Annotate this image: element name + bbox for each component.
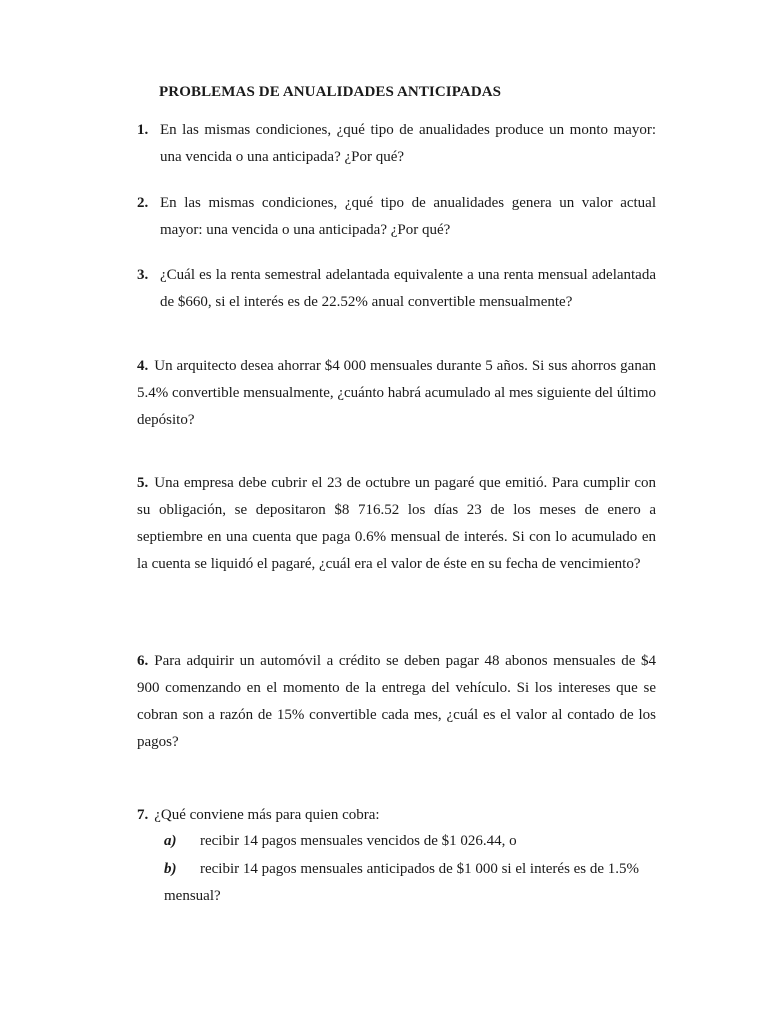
problem-text: Un arquitecto desea ahorrar $4 000 mensuales durante 5 años. Si sus ahorros ganan 5.4% convertible mensualmente, ¿cuánto habrá acumulado al mes siguiente del último depósito? [137, 358, 657, 428]
problem-5 [137, 470, 656, 578]
problem-text: Una empresa debe cubrir el 23 de octubre un pagaré que emitió. Para cumplir con su obligación, se depositaron $8 716.52 los días 23 de los meses de enero a septiembre en una cuenta que paga 0.6% mensual de interés. Si con lo acumulado en la cuenta se liquidó el pagaré, ¿cuál era el valor de éste en su fecha de vencimiento? [137, 475, 656, 572]
problem-number: 7. [137, 807, 149, 823]
problem-text: En las mismas condiciones, ¿qué tipo de anualidades produce un monto mayor: una vencida o una anticipada? ¿Por qué? [160, 122, 656, 165]
option-text: recibir 14 pagos mensuales anticipados de $1 000 si el interés es de 1.5% mensual? [164, 861, 640, 904]
problem-3 [137, 262, 656, 316]
problem-number: 4. [137, 358, 149, 374]
problem-text: ¿Qué conviene más para quien cobra: [154, 807, 380, 823]
problem-2 [137, 190, 656, 244]
problem-number: 1. [137, 122, 149, 138]
option-letter: a) [164, 833, 177, 849]
problem-number: 3. [137, 267, 149, 283]
problem-number: 2. [137, 195, 149, 211]
document-title: PROBLEMAS DE ANUALIDADES ANTICIPADAS [159, 84, 502, 100]
problem-number: 5. [137, 475, 149, 491]
problem-text: Para adquirir un automóvil a crédito se deben pagar 48 abonos mensuales de $4 900 comenzando en el momento de la entrega del vehículo. Si los intereses que se cobran son a razón de 15% convertible cada mes, ¿cuál es el valor al contado de los pagos? [137, 653, 656, 750]
option-text: recibir 14 pagos mensuales vencidos de $1 026.44, o [200, 833, 517, 849]
problem-7-option-a [164, 828, 652, 855]
problem-text: ¿Cuál es la renta semestral adelantada equivalente a una renta mensual adelantada de $660, si el interés es de 22.52% anual convertible mensualmente? [160, 267, 656, 310]
option-letter: b) [164, 861, 177, 877]
problem-7 [137, 802, 656, 829]
problem-4 [137, 353, 656, 434]
problem-6 [137, 648, 656, 756]
problem-text: En las mismas condiciones, ¿qué tipo de anualidades genera un valor actual mayor: una vencida o una anticipada? ¿Por qué? [160, 195, 656, 238]
problem-1 [137, 117, 656, 171]
problem-7-option-b [164, 856, 652, 910]
problem-number: 6. [137, 653, 149, 669]
